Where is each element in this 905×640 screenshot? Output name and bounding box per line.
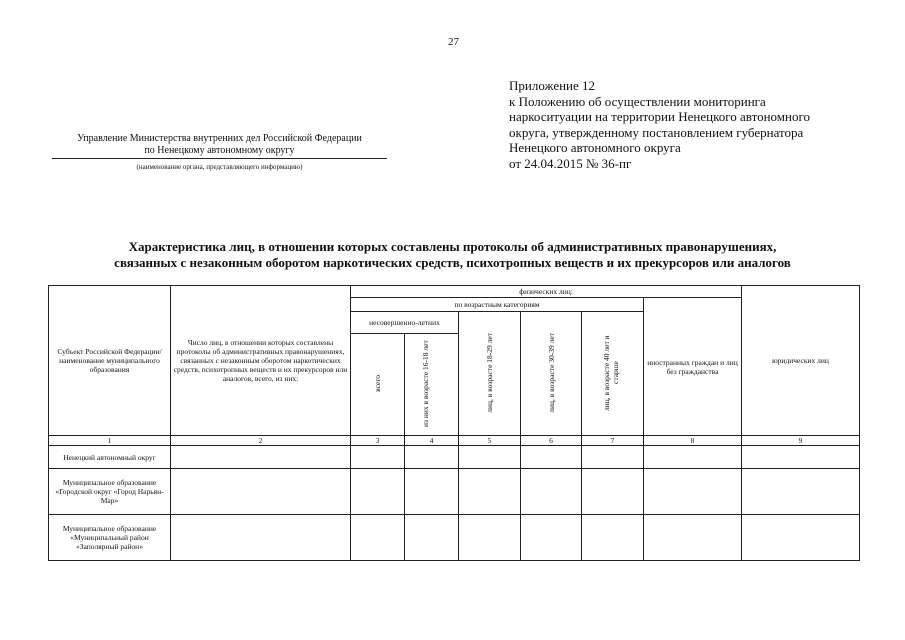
header-age-30-39-text: лиц, в возрасте 30-39 лет [546,332,556,413]
data-cell [582,446,644,469]
data-cell [742,469,860,515]
organization-caption: (наименование органа, представляющего информацию) [136,163,303,171]
header-count: Число лиц, в отношении которых составлены протоколы об административных правонарушениях, связанных с незаконным оборотом наркотических средств, психотропных веществ и их прекурсоров или аналогов, всего, из них: [171,286,351,436]
column-number: 2 [171,436,351,446]
appendix-line: Ненецкого автономного округа [509,140,681,155]
data-cell [405,446,459,469]
organization-line2: по Ненецкому автономному округу [52,145,387,159]
appendix-line: к Положению об осуществлении мониторинга [509,93,766,109]
appendix-line: Приложение 12 [509,78,596,93]
data-cell [351,446,405,469]
header-age-16-18 [405,334,459,436]
data-cell [171,515,351,561]
organization-block [52,133,387,173]
report-table [48,285,860,561]
column-number: 6 [521,436,582,446]
page-number: 27 [448,36,459,48]
appendix-header [509,78,889,171]
column-number: 7 [582,436,644,446]
data-cell [742,446,860,469]
header-foreigners: иностранных граждан и лиц без гражданства [644,298,742,436]
column-number: 1 [49,436,171,446]
data-cell [521,515,582,561]
table-row [49,515,860,561]
header-by-age: по возрастным категориям [351,298,644,312]
table-row [49,469,860,515]
data-cell [644,469,742,515]
column-number: 8 [644,436,742,446]
row-label: Муниципальное образование «Муниципальный район «Заполярный район» [49,515,171,561]
data-cell [521,469,582,515]
table-row [49,446,860,469]
header-age-18-29 [459,312,521,436]
data-cell [351,515,405,561]
document-title [40,239,865,271]
title-line1: Характеристика лиц, в отношении которых составлены протоколы об административных правонарушениях, [128,239,777,254]
header-age-16-18-text: из них в возрасте 16-18 лет [420,340,430,427]
header-legal-entities: юридических лиц [742,286,860,436]
appendix-line: от 24.04.2015 № 36-пг [509,155,632,171]
data-cell [459,446,521,469]
header-minors: несовершенно-летних [351,312,459,334]
data-cell [644,515,742,561]
column-number: 5 [459,436,521,446]
header-subject: Субъект Российской Федерации/ наименование муниципального образования [49,286,171,436]
appendix-line: наркоситуации на территории Ненецкого автономного [509,109,810,124]
data-cell [582,515,644,561]
column-number: 3 [351,436,405,446]
title-line2: связанных с незаконным оборотом наркотических средств, психотропных веществ и их прекурсоров или аналогов [114,255,791,270]
data-cell [171,469,351,515]
data-cell [459,469,521,515]
column-number: 9 [742,436,860,446]
header-age-40-plus [582,312,644,436]
data-cell [171,446,351,469]
header-age-18-29-text: лиц, в возрасте 18-29 лет [485,332,494,413]
header-age-40-plus-text: лиц, в возрасте 40 лет и старше [601,334,620,411]
header-total-text: всего [373,375,382,392]
organization-line1: Управление Министерства внутренних дел Российской Федерации [77,133,362,144]
data-cell [459,515,521,561]
data-cell [521,446,582,469]
data-cell [405,515,459,561]
column-number: 4 [405,436,459,446]
data-cell [351,469,405,515]
row-label: Муниципальное образование «Городской округ «Город Нарьян-Мар» [49,469,171,515]
data-cell [644,446,742,469]
header-age-30-39 [521,312,582,436]
header-total [351,334,405,436]
data-cell [405,469,459,515]
data-cell [742,515,860,561]
row-label: Ненецкий автономный округ [49,446,171,469]
header-individuals: физических лиц: [351,286,742,298]
appendix-line: округа, утвержденному постановлением губернатора [509,124,804,140]
data-cell [582,469,644,515]
